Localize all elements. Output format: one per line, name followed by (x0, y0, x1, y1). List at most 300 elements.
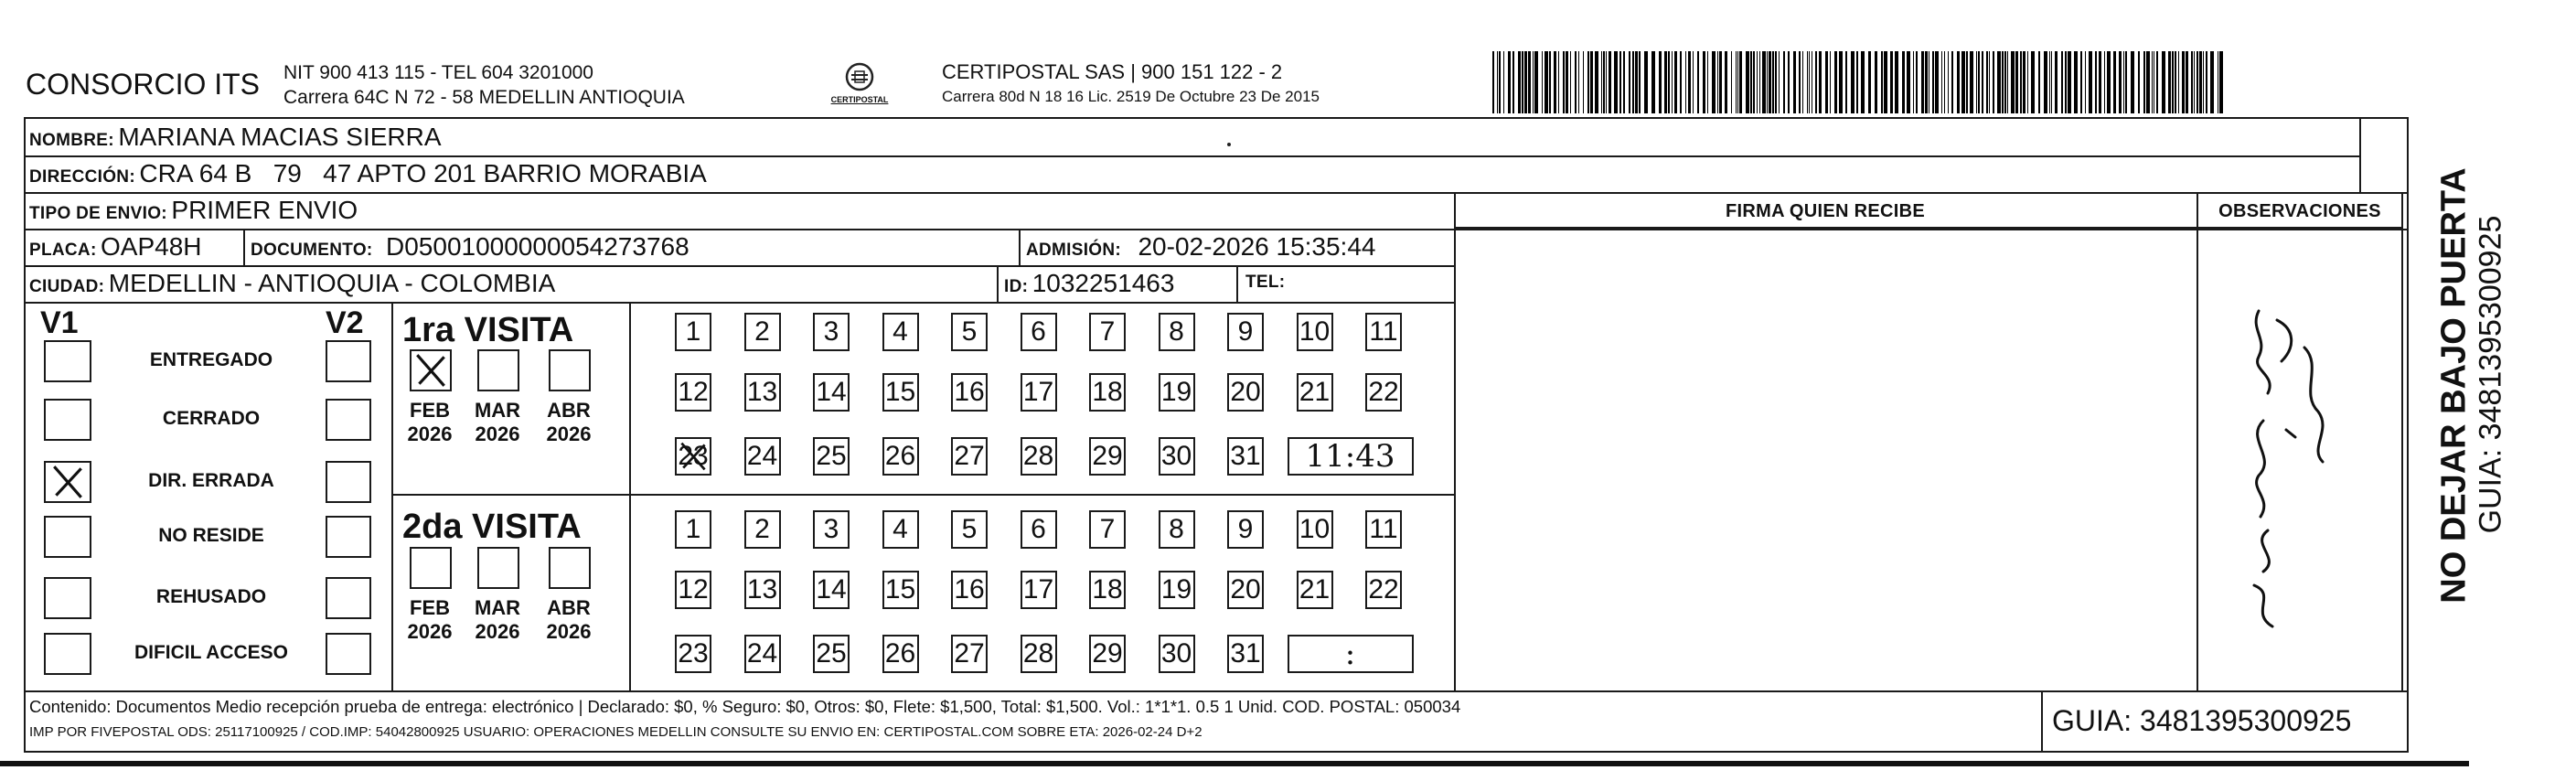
day-box[interactable]: 7 (1089, 313, 1126, 351)
day-box[interactable]: 12 (675, 571, 711, 609)
month-year: 2026 (546, 423, 592, 445)
barcode (1492, 51, 2224, 113)
barcode-bar (1587, 51, 1589, 113)
day-box[interactable]: 17 (1021, 373, 1057, 412)
barcode-bar (1731, 51, 1732, 113)
barcode-bar (1503, 51, 1504, 113)
barcode-bar (1767, 51, 1768, 113)
barcode-bar (2119, 51, 2122, 113)
v1-checkbox[interactable] (44, 577, 91, 619)
barcode-bar (2107, 51, 2111, 113)
barcode-bar (1651, 51, 1655, 113)
status-label: REHUSADO (155, 586, 267, 607)
barcode-bar (1668, 51, 1670, 113)
barcode-bar (2152, 51, 2153, 113)
barcode-bar (1703, 51, 1705, 113)
barcode-bar (2080, 51, 2082, 113)
day-box[interactable]: 30 (1159, 635, 1195, 673)
day-box[interactable]: 19 (1159, 571, 1195, 609)
barcode-bar (2085, 51, 2086, 113)
company-address: Carrera 64C N 72 - 58 MEDELLIN ANTIOQUIA (283, 87, 685, 108)
day-box[interactable]: 11 (1365, 313, 1402, 351)
barcode-bar (1762, 51, 1766, 113)
barcode-bar (1619, 51, 1621, 113)
v2-checkbox[interactable] (326, 516, 371, 558)
barcode-bar (1856, 51, 1858, 113)
direccion-value: CRA 64 B 79 47 APTO 201 BARRIO MORABIA (139, 159, 707, 187)
company-name: CONSORCIO ITS (26, 68, 261, 101)
barcode-bar (1815, 51, 1817, 113)
day-box[interactable]: 20 (1227, 571, 1264, 609)
v1-checkbox[interactable] (44, 461, 91, 503)
barcode-bar (1623, 51, 1625, 113)
barcode-bar (1664, 51, 1667, 113)
day-box[interactable]: 24 (744, 635, 781, 673)
day-box[interactable]: 15 (882, 571, 919, 609)
v2-checkbox[interactable] (326, 461, 371, 503)
side-text (2414, 137, 2508, 658)
barcode-bar (2191, 51, 2193, 113)
status-label: CERRADO (162, 408, 261, 429)
barcode-bar (1783, 51, 1785, 113)
v2-checkbox[interactable] (326, 577, 371, 619)
day-box[interactable]: 28 (1021, 635, 1057, 673)
barcode-bar (2168, 51, 2171, 113)
barcode-bar (2099, 51, 2101, 113)
day-box[interactable]: 20 (1227, 373, 1264, 412)
barcode-bar (1830, 51, 1831, 113)
day-box[interactable]: 2 (744, 510, 781, 549)
day-box[interactable]: 7 (1089, 510, 1126, 549)
barcode-bar (1809, 51, 1810, 113)
barcode-bar (1575, 51, 1577, 113)
month-checkbox[interactable] (549, 349, 591, 391)
nombre-row (29, 123, 442, 152)
barcode-bar (1957, 51, 1960, 113)
direccion-label: DIRECCIÓN: (29, 167, 135, 187)
month-label: FEB (410, 399, 450, 422)
day-box[interactable]: 14 (813, 571, 850, 609)
barcode-bar (1717, 51, 1718, 113)
day-box[interactable]: 21 (1297, 571, 1333, 609)
barcode-bar (1895, 51, 1898, 113)
day-box[interactable]: 31 (1227, 635, 1264, 673)
barcode-bar (1672, 51, 1673, 113)
barcode-bar (2031, 51, 2035, 113)
nombre-value: MARIANA MACIAS SIERRA (118, 123, 442, 151)
month-year: 2026 (475, 620, 520, 643)
barcode-bar (1712, 51, 1716, 113)
tipo-row (29, 196, 358, 225)
day-box[interactable]: 10 (1297, 510, 1333, 549)
barcode-bar (1986, 51, 1988, 113)
barcode-bar (1757, 51, 1758, 113)
placa-label: PLACA: (29, 241, 97, 260)
barcode-bar (1970, 51, 1973, 113)
barcode-bar (1688, 51, 1691, 113)
barcode-bar (1941, 51, 1942, 113)
barcode-bar (1772, 51, 1774, 113)
barcode-bar (1492, 51, 1494, 113)
day-box[interactable]: 1 (675, 313, 711, 351)
day-box[interactable]: 5 (951, 510, 988, 549)
barcode-bar (2089, 51, 2092, 113)
footer-line2: IMP POR FIVEPOSTAL ODS: 25117100925 / COD.IMP: 54042800925 USUARIO: OPERACIONES MEDELLIN CONSULTE SU ENVIO EN: CERTIPOSTAL.COM SOBRE ETA: 2026-02-24 D+2 (29, 724, 1202, 740)
day-box[interactable]: 18 (1089, 373, 1126, 412)
v1-label: V1 (40, 305, 79, 340)
barcode-bar (1614, 51, 1618, 113)
barcode-bar (1978, 51, 1980, 113)
barcode-bar (2199, 51, 2202, 113)
visit1-title: 1ra VISITA (402, 311, 574, 349)
day-box[interactable]: 8 (1159, 510, 1195, 549)
barcode-bar (1884, 51, 1887, 113)
barcode-bar (2068, 51, 2071, 113)
day-box[interactable]: 13 (744, 571, 781, 609)
barcode-bar (1902, 51, 1905, 113)
day-box[interactable]: 17 (1021, 571, 1057, 609)
observations-header: OBSERVACIONES (2218, 201, 2381, 221)
barcode-bar (1890, 51, 1893, 113)
barcode-bar (2143, 51, 2145, 113)
barcode-bar (1693, 51, 1694, 113)
admision-cell (1026, 232, 1375, 262)
barcode-bar (2104, 51, 2105, 113)
month-year: 2026 (546, 620, 592, 643)
month-checkbox[interactable] (549, 547, 591, 589)
day-box[interactable]: 27 (951, 635, 988, 673)
day-box[interactable]: 22 (1365, 571, 1402, 609)
day-box[interactable]: 2 (744, 313, 781, 351)
day-box[interactable]: 22 (1365, 373, 1402, 412)
barcode-bar (2074, 51, 2078, 113)
barcode-bar (2011, 51, 2015, 113)
direccion-row (29, 159, 707, 188)
barcode-bar (1707, 51, 1708, 113)
barcode-bar (1680, 51, 1682, 113)
ciudad-cell (29, 269, 555, 298)
barcode-bar (1632, 51, 1634, 113)
barcode-bar (2095, 51, 2097, 113)
day-box[interactable]: 14 (813, 373, 850, 412)
v2-checkbox[interactable] (326, 399, 371, 441)
placa-value: OAP48H (101, 232, 202, 261)
id-value: 1032251463 (1031, 269, 1175, 297)
time-box[interactable]: 11:43 (1288, 437, 1414, 476)
barcode-bar (1961, 51, 1965, 113)
tipo-value: PRIMER ENVIO (171, 196, 358, 224)
barcode-bar (1659, 51, 1662, 113)
month-label: MAR (474, 399, 521, 422)
day-box[interactable]: 4 (882, 510, 919, 549)
barcode-bar (1635, 51, 1638, 113)
v1-checkbox[interactable] (44, 340, 91, 382)
barcode-bar (2065, 51, 2067, 113)
barcode-bar (1528, 51, 1531, 113)
barcode-bar (1603, 51, 1605, 113)
barcode-bar (1951, 51, 1953, 113)
barcode-bar (1518, 51, 1521, 113)
id-cell (1004, 269, 1174, 298)
barcode-bar (1644, 51, 1648, 113)
barcode-bar (1982, 51, 1983, 113)
barcode-bar (1868, 51, 1871, 113)
barcode-bar (1966, 51, 1968, 113)
day-box[interactable]: 29 (1089, 437, 1126, 476)
barcode-bar (1769, 51, 1771, 113)
bottom-rule (0, 761, 2469, 766)
time-box[interactable]: : (1288, 635, 1414, 673)
day-box[interactable]: 23 (675, 635, 711, 673)
barcode-bar (1563, 51, 1565, 113)
barcode-bar (1534, 51, 1538, 113)
day-box[interactable]: 31 (1227, 437, 1264, 476)
barcode-bar (1750, 51, 1752, 113)
barcode-bar (2049, 51, 2050, 113)
status-label: DIFICIL ACCESO (134, 642, 288, 663)
day-box[interactable]: 9 (1227, 510, 1264, 549)
barcode-bar (1907, 51, 1910, 113)
barcode-bar (2055, 51, 2058, 113)
ciudad-label: CIUDAD: (29, 277, 105, 296)
visit2-title: 2da VISITA (402, 508, 582, 546)
month-label: FEB (410, 596, 450, 619)
barcode-bar (1788, 51, 1790, 113)
barcode-bar (1993, 51, 1994, 113)
barcode-bar (1839, 51, 1843, 113)
barcode-bar (2038, 51, 2040, 113)
barcode-bar (2061, 51, 2063, 113)
carrier-name: CERTIPOSTAL SAS | 900 151 122 - 2 (942, 60, 1283, 83)
id-label: ID: (1004, 277, 1029, 296)
barcode-bar (1497, 51, 1498, 113)
barcode-bar (2002, 51, 2004, 113)
month-label: MAR (474, 596, 521, 619)
day-box[interactable]: 24 (744, 437, 781, 476)
barcode-bar (1570, 51, 1571, 113)
barcode-bar (1819, 51, 1822, 113)
barcode-bar (1583, 51, 1584, 113)
barcode-bar (2182, 51, 2185, 113)
month-year: 2026 (407, 423, 453, 445)
barcode-bar (2203, 51, 2204, 113)
day-box[interactable]: 25 (813, 635, 850, 673)
month-checkbox[interactable] (410, 547, 452, 589)
barcode-bar (1590, 51, 1593, 113)
month-checkbox[interactable] (477, 349, 519, 391)
barcode-bar (2175, 51, 2176, 113)
barcode-bar (1736, 51, 1737, 113)
barcode-bar (2162, 51, 2165, 113)
barcode-bar (1558, 51, 1559, 113)
side-guia-text: GUIA: 3481395300925 (2473, 215, 2508, 534)
barcode-bar (2197, 51, 2198, 113)
day-box[interactable]: 3 (813, 313, 850, 351)
day-box[interactable]: 28 (1021, 437, 1057, 476)
barcode-bar (1533, 51, 1534, 113)
barcode-bar (2172, 51, 2174, 113)
barcode-bar (1881, 51, 1883, 113)
barcode-bar (1802, 51, 1803, 113)
day-box[interactable]: 18 (1089, 571, 1126, 609)
handwritten-note (2204, 293, 2387, 649)
barcode-bar (1524, 51, 1527, 113)
barcode-bar (1674, 51, 1677, 113)
month-checkbox[interactable] (410, 349, 452, 391)
barcode-bar (1606, 51, 1607, 113)
day-box[interactable]: 13 (744, 373, 781, 412)
day-box[interactable]: 12 (675, 373, 711, 412)
barcode-bar (1639, 51, 1641, 113)
barcode-bar (1825, 51, 1828, 113)
day-box[interactable]: 25 (813, 437, 850, 476)
barcode-bar (1851, 51, 1855, 113)
no-dejar-text: NO DEJAR BAJO PUERTA (2434, 167, 2474, 604)
day-box[interactable]: 19 (1159, 373, 1195, 412)
barcode-bar (1925, 51, 1928, 113)
barcode-bar (1807, 51, 1808, 113)
status-label: DIR. ERRADA (148, 470, 274, 491)
barcode-bar (2146, 51, 2150, 113)
barcode-bar (2194, 51, 2195, 113)
day-box[interactable]: 6 (1021, 510, 1057, 549)
day-box[interactable]: 29 (1089, 635, 1126, 673)
company-nit: NIT 900 413 115 - TEL 604 3201000 (283, 62, 593, 83)
barcode-bar (1512, 51, 1514, 113)
documento-cell (251, 232, 689, 262)
barcode-bar (1861, 51, 1865, 113)
barcode-bar (2015, 51, 2018, 113)
footer-guia: GUIA: 3481395300925 (2052, 704, 2352, 737)
barcode-bar (1875, 51, 1877, 113)
day-box[interactable]: 23 (675, 437, 711, 476)
barcode-bar (1753, 51, 1755, 113)
barcode-bar (1746, 51, 1749, 113)
barcode-bar (2004, 51, 2006, 113)
tipo-label: TIPO DE ENVIO: (29, 204, 167, 223)
barcode-bar (1601, 51, 1602, 113)
day-box[interactable]: 30 (1159, 437, 1195, 476)
barcode-bar (1997, 51, 2001, 113)
nombre-label: NOMBRE: (29, 131, 114, 150)
barcode-bar (2178, 51, 2179, 113)
day-box[interactable]: 10 (1297, 313, 1333, 351)
status-label: NO RESIDE (158, 525, 264, 546)
barcode-bar (2138, 51, 2140, 113)
barcode-bar (1542, 51, 1543, 113)
barcode-bar (2186, 51, 2188, 113)
barcode-bar (1609, 51, 1611, 113)
barcode-bar (2210, 51, 2214, 113)
month-checkbox[interactable] (477, 547, 519, 589)
day-box[interactable]: 15 (882, 373, 919, 412)
admision-label: ADMISIÓN: (1026, 241, 1122, 260)
barcode-bar (1737, 51, 1738, 113)
month-label: ABR (547, 596, 591, 619)
barcode-bar (1554, 51, 1556, 113)
barcode-bar (1932, 51, 1934, 113)
barcode-bar (1629, 51, 1630, 113)
admision-value: 20-02-2026 15:35:44 (1138, 232, 1376, 261)
barcode-bar (1566, 51, 1568, 113)
barcode-bar (2219, 51, 2223, 113)
day-box[interactable]: 27 (951, 437, 988, 476)
day-box[interactable]: 3 (813, 510, 850, 549)
barcode-bar (1793, 51, 1796, 113)
day-box[interactable]: 26 (882, 437, 919, 476)
logo-text: CERTIPOSTAL (830, 95, 889, 104)
v1-checkbox[interactable] (44, 399, 91, 441)
day-box[interactable]: 1 (675, 510, 711, 549)
v2-checkbox[interactable] (326, 340, 371, 382)
day-box[interactable]: 21 (1297, 373, 1333, 412)
day-box[interactable]: 9 (1227, 313, 1264, 351)
barcode-bar (1759, 51, 1760, 113)
v2-label: V2 (326, 305, 364, 340)
barcode-bar (2113, 51, 2116, 113)
barcode-bar (1499, 51, 1501, 113)
barcode-bar (2131, 51, 2134, 113)
certipostal-logo (823, 60, 896, 112)
barcode-bar (1595, 51, 1598, 113)
barcode-bar (1775, 51, 1777, 113)
day-box[interactable]: 8 (1159, 313, 1195, 351)
barcode-bar (2206, 51, 2207, 113)
carrier-address: Carrera 80d N 18 16 Lic. 2519 De Octubre 23 De 2015 (942, 88, 1320, 105)
ciudad-value: MEDELLIN - ANTIOQUIA - COLOMBIA (108, 269, 556, 297)
barcode-bar (1697, 51, 1699, 113)
v2-checkbox[interactable] (326, 633, 371, 675)
day-box[interactable]: 11 (1365, 510, 1402, 549)
barcode-bar (2007, 51, 2008, 113)
barcode-bar (1578, 51, 1579, 113)
barcode-bar (1719, 51, 1722, 113)
day-box[interactable]: 26 (882, 635, 919, 673)
signature-header: FIRMA QUIEN RECIBE (1726, 201, 1925, 221)
day-box[interactable]: 6 (1021, 313, 1057, 351)
barcode-bar (1944, 51, 1945, 113)
barcode-bar (1916, 51, 1918, 113)
tel-label: TEL: (1245, 273, 1286, 292)
day-box[interactable]: 5 (951, 313, 988, 351)
barcode-bar (1921, 51, 1924, 113)
barcode-bar (2027, 51, 2028, 113)
barcode-bar (1935, 51, 1939, 113)
barcode-bar (2020, 51, 2022, 113)
day-box[interactable]: 16 (951, 373, 988, 412)
barcode-bar (2123, 51, 2124, 113)
day-box[interactable]: 4 (882, 313, 919, 351)
barcode-bar (1739, 51, 1742, 113)
barcode-bar (1779, 51, 1780, 113)
documento-value: D05001000000054273768 (386, 232, 689, 261)
documento-label: DOCUMENTO: (251, 241, 373, 260)
day-box[interactable]: 16 (951, 571, 988, 609)
barcode-bar (1913, 51, 1914, 113)
barcode-bar (1834, 51, 1837, 113)
month-year: 2026 (407, 620, 453, 643)
barcode-bar (1522, 51, 1523, 113)
v1-checkbox[interactable] (44, 516, 91, 558)
barcode-bar (1685, 51, 1686, 113)
barcode-bar (2125, 51, 2127, 113)
barcode-bar (2156, 51, 2158, 113)
barcode-bar (2051, 51, 2052, 113)
barcode-bar (2023, 51, 2026, 113)
barcode-bar (1948, 51, 1949, 113)
barcode-bar (1508, 51, 1511, 113)
v1-checkbox[interactable] (44, 633, 91, 675)
